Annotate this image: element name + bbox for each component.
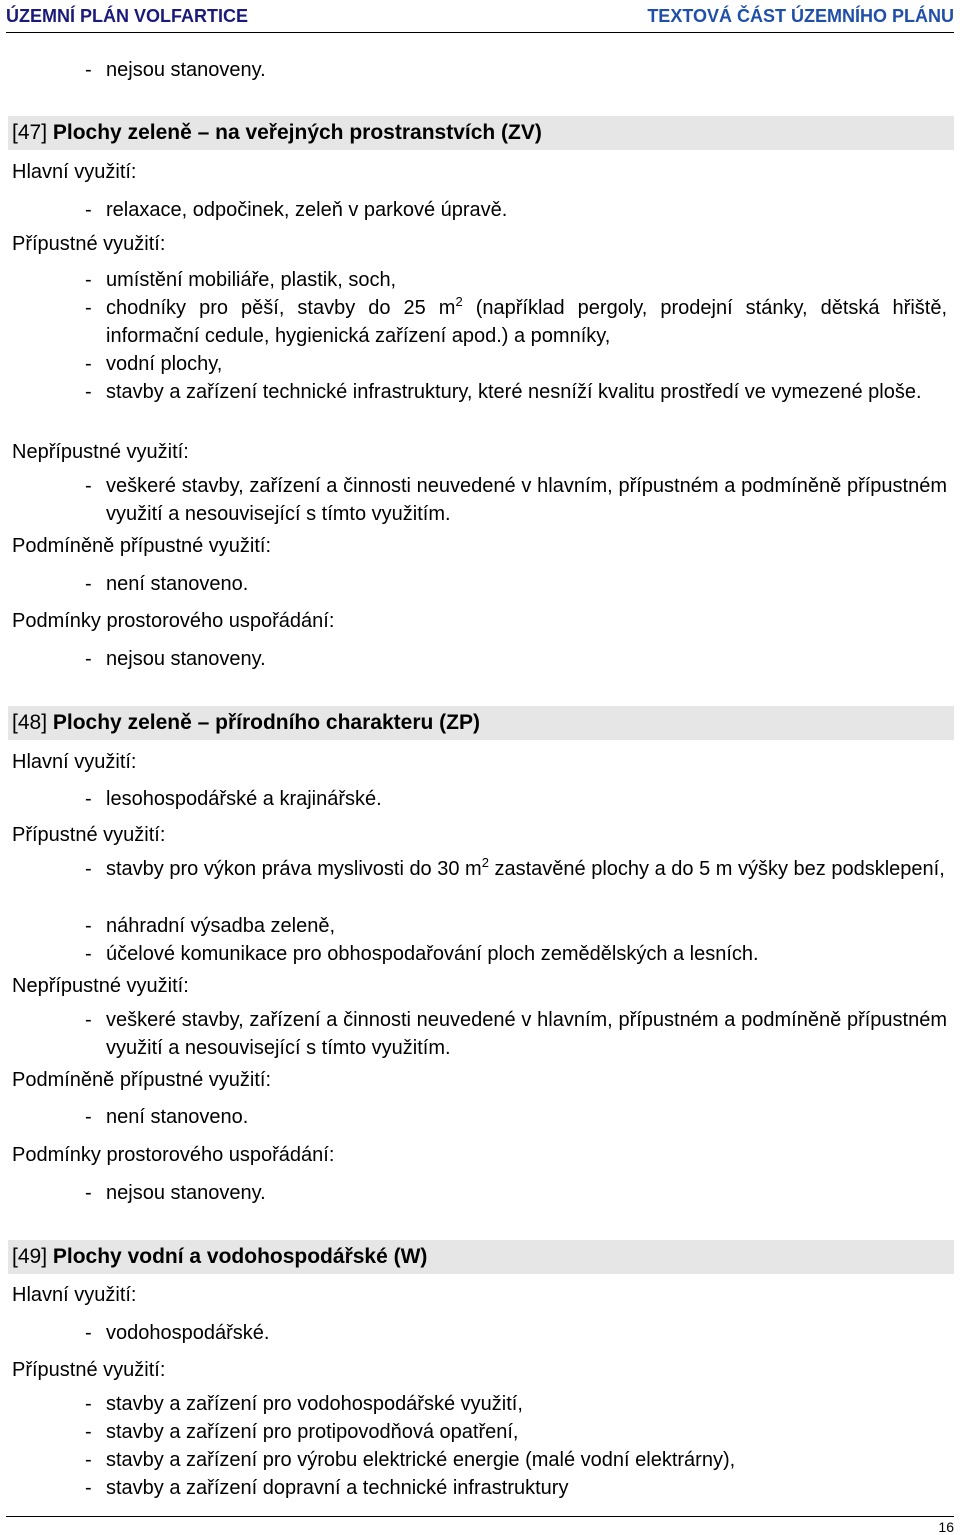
main-use-label: Hlavní využití: [12, 1284, 137, 1306]
list-item: - stavby a zařízení technické infrastruktury, které nesníží kvalitu prostředí ve vymezené ploše. [85, 381, 922, 403]
list-item: - náhradní výsadba zeleně, [85, 915, 336, 937]
list-item: - umístění mobiliáře, plastik, soch, [85, 269, 397, 291]
list-item: - relaxace, odpočinek, zeleň v parkové úpravě. [85, 199, 508, 221]
conditional-use-label: Podmíněně přípustné využití: [12, 535, 272, 557]
list-item: - stavby a zařízení dopravní a technické infrastruktury [85, 1477, 569, 1499]
section-heading-47: [47] Plochy zeleně – na veřejných prostranstvích (ZV) [8, 116, 954, 150]
permitted-use-label: Přípustné využití: [12, 233, 166, 255]
conditional-use-label: Podmíněně přípustné využití: [12, 1069, 272, 1091]
page-number: 16 [938, 1519, 954, 1535]
list-item: - chodníky pro pěší, stavby do 25 $m^2$ (například pergoly, prodejní stánky, dětská hřiště, informační cedule, hygienická zařízení apod.) a pomníky, [85, 294, 948, 347]
list-item: - veškeré stavby, zařízení a činnosti neuvedené v hlavním, přípustném a podmíněně přípustném využití a nesouvisející s tímto využitím. [85, 1009, 947, 1059]
permitted-use-label: Přípustné využití: [12, 824, 166, 846]
page-footer [6, 1516, 954, 1535]
main-use-label: Hlavní využití: [12, 161, 137, 183]
list-item: - stavby a zařízení pro výrobu elektrické energie (malé vodní elektrárny), [85, 1449, 736, 1471]
document-part-title: TEXTOVÁ ČÁST ÚZEMNÍHO PLÁNU [647, 6, 954, 26]
list-item: - vodohospodářské. [85, 1322, 270, 1344]
list-item: - lesohospodářské a krajinářské. [85, 788, 382, 810]
document-title: ÚZEMNÍ PLÁN VOLFARTICE [6, 6, 248, 26]
list-item: - vodní plochy, [85, 353, 223, 375]
spatial-conditions-label: Podmínky prostorového uspořádání: [12, 610, 335, 632]
list-item: - stavby pro výkon práva myslivosti do 30 $m^2$ zastavěné plochy a do 5 m výšky bez podsklepení, [85, 855, 945, 880]
list-item: - veškeré stavby, zařízení a činnosti neuvedené v hlavním, přípustném a podmíněně přípustném využití a nesouvisející s tímto využitím. [85, 475, 947, 525]
list-item: - účelové komunikace pro obhospodařování ploch zemědělských a lesních. [85, 943, 759, 965]
permitted-use-label: Přípustné využití: [12, 1359, 166, 1381]
list-item: - stavby a zařízení pro protipovodňová opatření, [85, 1421, 519, 1443]
page-header [6, 6, 954, 33]
main-use-label: Hlavní využití: [12, 751, 137, 773]
forbidden-use-label: Nepřípustné využití: [12, 441, 189, 463]
list-item: - stavby a zařízení pro vodohospodářské využití, [85, 1393, 523, 1415]
list-item: - není stanoveno. [85, 1106, 249, 1128]
list-item: - nejsou stanoveny. [85, 59, 266, 81]
section-heading-49: [49] Plochy vodní a vodohospodářské (W) [8, 1240, 954, 1274]
forbidden-use-label: Nepřípustné využití: [12, 975, 189, 997]
list-item: - nejsou stanoveny. [85, 648, 266, 670]
list-item: - není stanoveno. [85, 573, 249, 595]
list-item: - nejsou stanoveny. [85, 1182, 266, 1204]
spatial-conditions-label: Podmínky prostorového uspořádání: [12, 1144, 335, 1166]
section-heading-48: [48] Plochy zeleně – přírodního charakteru (ZP) [8, 706, 954, 740]
